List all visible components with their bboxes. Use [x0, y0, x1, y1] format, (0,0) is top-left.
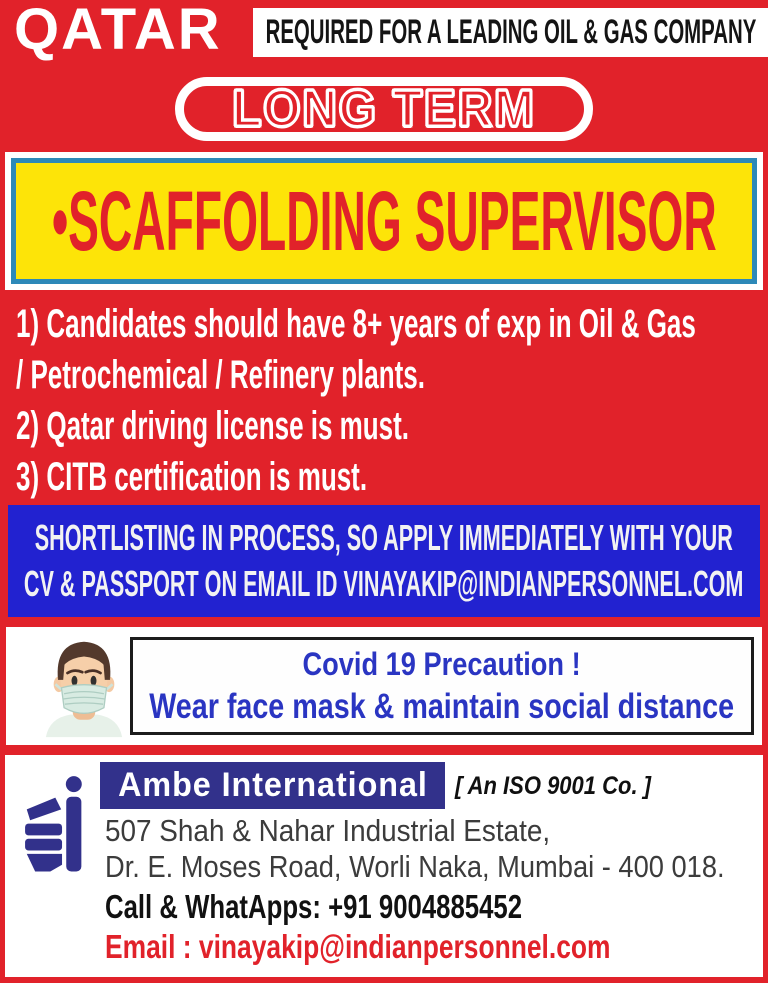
apply-notice-line-2: CV & PASSPORT ON EMAIL ID VINAYAKIP@INDIANPERSONNEL.COM — [24, 563, 744, 604]
requirement-line-1: 1) Candidates should have 8+ years of exp in Oil & Gas — [16, 302, 696, 346]
job-title-box — [11, 158, 757, 284]
country-title: QATAR — [14, 0, 222, 62]
covid-message: Wear face mask & maintain social distance — [149, 687, 735, 726]
requirement-banner — [253, 8, 768, 57]
requirement-banner-text: REQUIRED FOR A LEADING OIL & GAS COMPANY — [265, 13, 756, 51]
company-phone-line: Call & WhatApps: +91 9004885452 — [105, 888, 523, 925]
covid-notice-strip — [6, 627, 762, 745]
requirement-line-4: 3) CITB certification is must. — [16, 455, 368, 499]
iso-certification-note: [ An ISO 9001 Co. ] — [455, 772, 652, 800]
man-wearing-face-mask-icon — [32, 633, 136, 739]
term-badge-text: LONG TERM — [232, 80, 536, 138]
company-email-line: Email : vinayakip@indianpersonnel.com — [105, 928, 611, 965]
requirement-line-3: 2) Qatar driving license is must. — [16, 404, 410, 448]
company-info-box — [5, 755, 763, 977]
company-address-line-2: Dr. E. Moses Road, Worli Naka, Mumbai - 400 018. — [105, 849, 725, 884]
ambe-international-logo-icon — [15, 767, 99, 887]
apply-notice-box — [8, 505, 760, 617]
requirement-line-2: / Petrochemical / Refinery plants. — [16, 353, 425, 397]
covid-title: Covid 19 Precaution ! — [302, 646, 582, 682]
job-title-text: •SCAFFOLDING SUPERVISOR — [51, 173, 717, 268]
requirements-list — [16, 299, 764, 503]
company-address-line-1: 507 Shah & Nahar Industrial Estate, — [105, 813, 551, 848]
company-name: Ambe International — [117, 766, 428, 804]
apply-notice-line-1: SHORTLISTING IN PROCESS, SO APPLY IMMEDIATELY WITH YOUR — [34, 517, 734, 558]
covid-message-box — [130, 637, 754, 735]
company-name-banner — [100, 762, 445, 809]
term-badge — [175, 77, 593, 141]
